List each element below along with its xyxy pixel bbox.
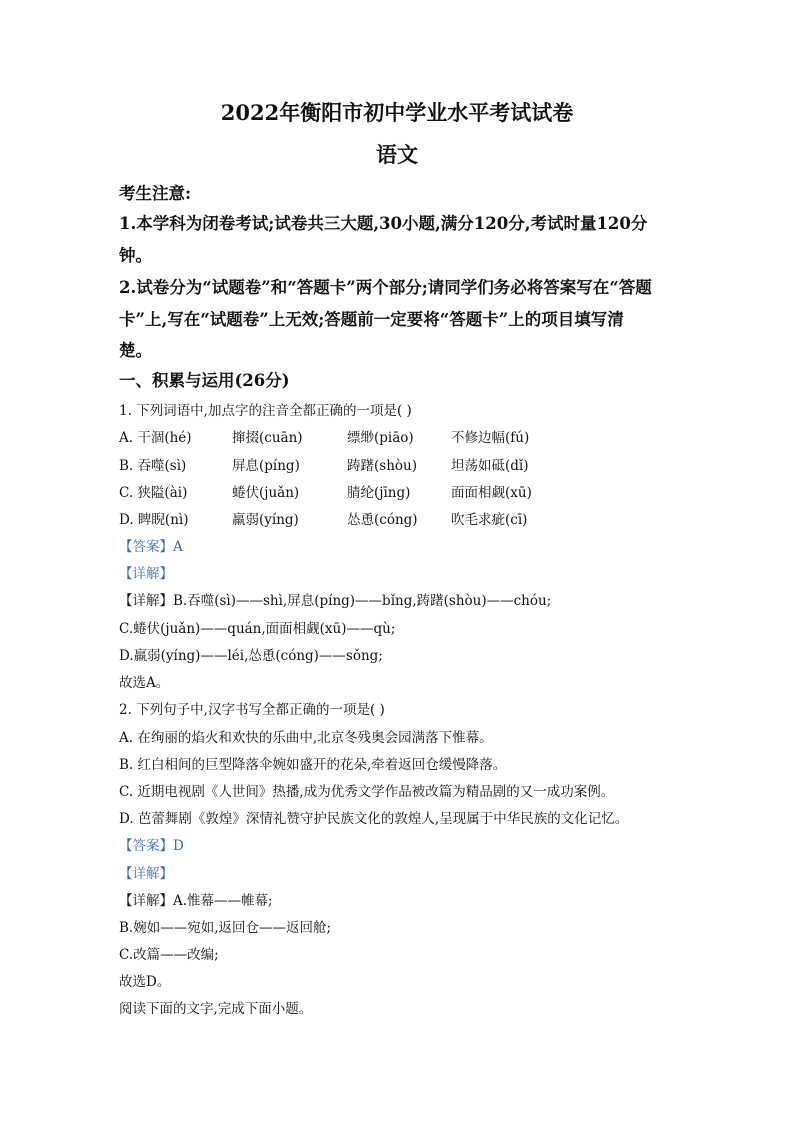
exam-subject: 语文: [376, 142, 418, 167]
q1-option-c-3: 腈纶(jīng): [347, 485, 411, 501]
q1-option-a-4: 不修边幅(fú): [451, 430, 530, 446]
q2-detail-line2: B.婉如——宛如,返回仓——返回舱;: [119, 920, 332, 936]
q1-option-b-4: 坦荡如砥(dǐ): [451, 458, 529, 474]
q2-option-b: B. 红白相间的巨型降落伞婉如盛开的花朵,牵着返回仓缓慢降落。: [119, 757, 507, 773]
notice-item2-line2: 卡”上,写在“试题卷”上无效;答题前一定要将“答题卡”上的项目填写清: [119, 310, 624, 329]
q1-option-a-3: 缥缈(piāo): [347, 430, 414, 446]
q1-option-d-1: D. 睥睨(nì): [119, 512, 189, 528]
q1-detail-line2: C.蜷伏(juǎn)——quán,面面相觑(xū)——qù;: [119, 621, 396, 637]
q1-detail-line1: 【详解】B.吞噬(sì)——shì,屏息(píng)——bǐng,踌躇(shòu)——chóu;: [119, 593, 552, 609]
q1-option-c-4: 面面相觑(xū): [451, 485, 532, 501]
q1-option-d-4: 吹毛求疵(cī): [451, 512, 528, 528]
reading-instruction: 阅读下面的文字,完成下面小题。: [119, 1001, 313, 1017]
notice-item2-line3: 楚。: [119, 341, 152, 360]
q1-option-d-3: 怂恿(cóng): [347, 512, 418, 528]
section1-heading: 一、积累与运用(26分): [119, 371, 290, 390]
q2-detail-label: 【详解】: [119, 866, 173, 882]
q2-stem: 2. 下列句子中,汉字书写全都正确的一项是( ): [119, 702, 385, 718]
notice-heading: 考生注意:: [119, 184, 192, 203]
q1-option-c-1: C. 狭隘(ài): [119, 485, 188, 501]
q1-option-a-1: A. 干涸(hé): [119, 430, 192, 446]
q1-option-b-3: 踌躇(shòu): [347, 458, 417, 474]
q1-answer: 【答案】A: [119, 539, 183, 555]
q2-detail-line4: 故选D。: [119, 974, 171, 990]
q1-option-b-1: B. 吞噬(sì): [119, 458, 187, 474]
q2-option-c: C. 近期电视剧《人世间》热播,成为优秀文学作品被改篇为精品剧的又一成功案例。: [119, 784, 615, 800]
q2-option-d: D. 芭蕾舞剧《敦煌》深情礼赞守护民族文化的敦煌人,呈现属于中华民族的文化记忆。: [119, 811, 629, 827]
notice-item1-line1: 1.本学科为闭卷考试;试卷共三大题,30小题,满分120分,考试时量120分: [119, 214, 648, 233]
q1-stem: 1. 下列词语中,加点字的注音全都正确的一项是( ): [119, 403, 412, 419]
notice-item1-line2: 钟。: [119, 246, 152, 265]
q1-option-c-2: 蜷伏(juǎn): [232, 485, 300, 501]
notice-item2-line1: 2.试卷分为“试题卷”和“答题卡”两个部分;请同学们务必将答案写在“答题: [119, 278, 652, 297]
q1-option-b-2: 屏息(píng): [232, 458, 300, 474]
q1-detail-line3: D.羸弱(yíng)——léi,怂恿(cóng)——sǒng;: [119, 648, 383, 664]
q2-option-a: A. 在绚丽的焰火和欢快的乐曲中,北京冬残奥会园满落下惟幕。: [119, 730, 493, 746]
q2-detail-line3: C.改篇——改编;: [119, 947, 219, 963]
exam-title: 2022年衡阳市初中学业水平考试试卷: [220, 100, 574, 125]
q1-option-d-2: 羸弱(yíng): [232, 512, 299, 528]
q2-detail-line1: 【详解】A.惟幕——帷幕;: [119, 893, 273, 909]
q2-answer: 【答案】D: [119, 838, 184, 854]
q1-option-a-2: 撺掇(cuān): [232, 430, 303, 446]
q1-detail-line4: 故选A。: [119, 675, 170, 691]
q1-detail-label: 【详解】: [119, 566, 173, 582]
